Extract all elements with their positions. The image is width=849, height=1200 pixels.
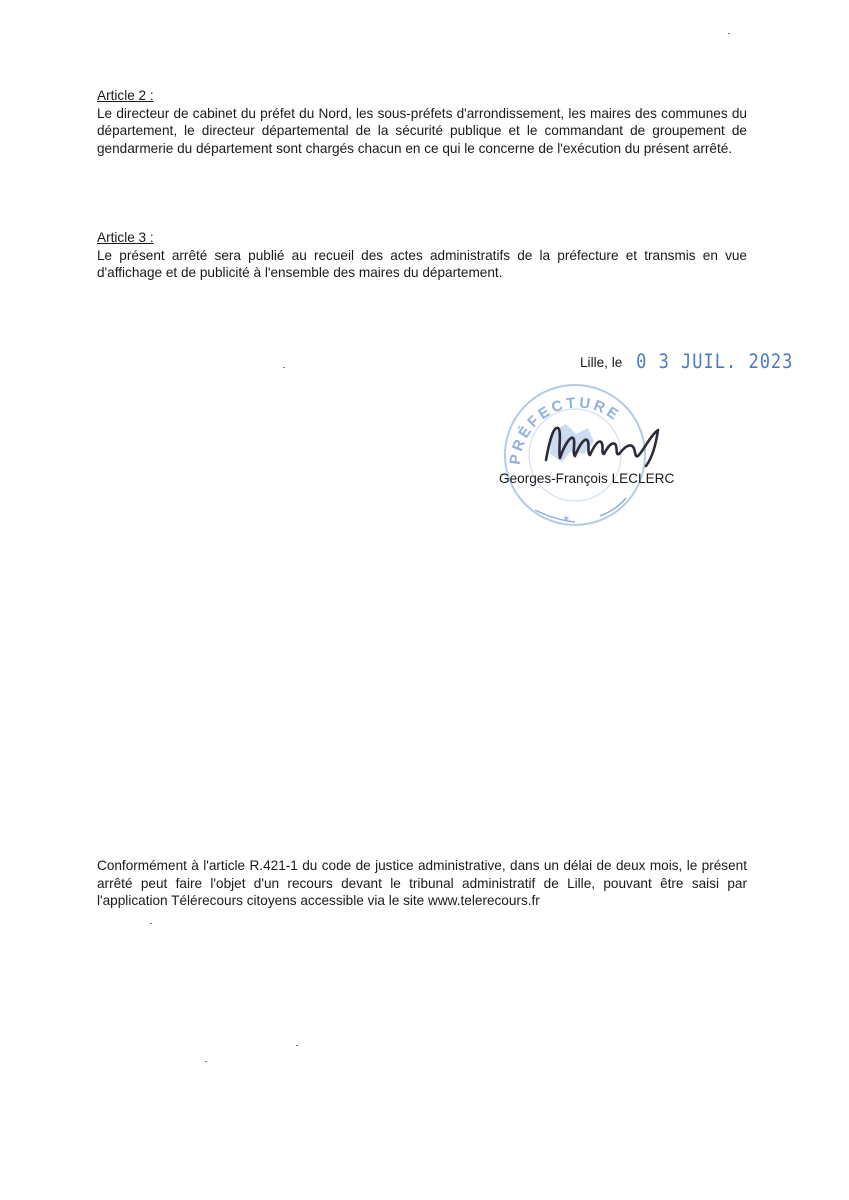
article-3-body: Le présent arrêté sera publié au recueil des actes administratifs de la préfecture et transmis en vue d'affichage et de publicité à l'ensemble des maires du département. xyxy=(97,247,747,280)
article-2-title: Article 2 : xyxy=(97,88,154,103)
article-2 xyxy=(97,87,747,157)
handwritten-signature-icon xyxy=(540,418,670,468)
article-3-title: Article 3 : xyxy=(97,230,154,245)
scan-speck xyxy=(205,1061,207,1062)
place-date-line xyxy=(580,352,793,372)
date-stamp: 0 3 JUIL. 2023 xyxy=(636,350,794,374)
article-3 xyxy=(97,229,747,282)
place-label: Lille, le xyxy=(580,355,623,370)
signature-block xyxy=(490,340,794,550)
svg-text:PRÉFECTURE: PRÉFECTURE xyxy=(506,394,624,466)
scan-speck xyxy=(296,1045,298,1046)
scan-speck xyxy=(283,367,285,368)
scan-speck xyxy=(728,33,730,34)
svg-text:✶: ✶ xyxy=(562,514,571,525)
scan-speck xyxy=(150,923,152,924)
article-2-body: Le directeur de cabinet du préfet du Nord, les sous-préfets d'arrondissement, les maires des communes du département, le directeur départemental de la sécurité publique et le commandant de groupement de gendarmerie du département sont chargés chacun en ce qui le concerne de l'exécution du présent arrêté. xyxy=(97,105,747,156)
signatory-name: Georges-François LECLERC xyxy=(499,471,675,486)
appeal-notice-text: Conformément à l'article R.421-1 du code de justice administrative, dans un délai de deux mois, le présent arrêté peut faire l'objet d'un recours devant le tribunal administratif de Lille, pouvant être saisi par l'application Télérecours citoyens accessible via le site www.telerecours.fr xyxy=(97,858,747,908)
appeal-notice xyxy=(97,857,747,910)
